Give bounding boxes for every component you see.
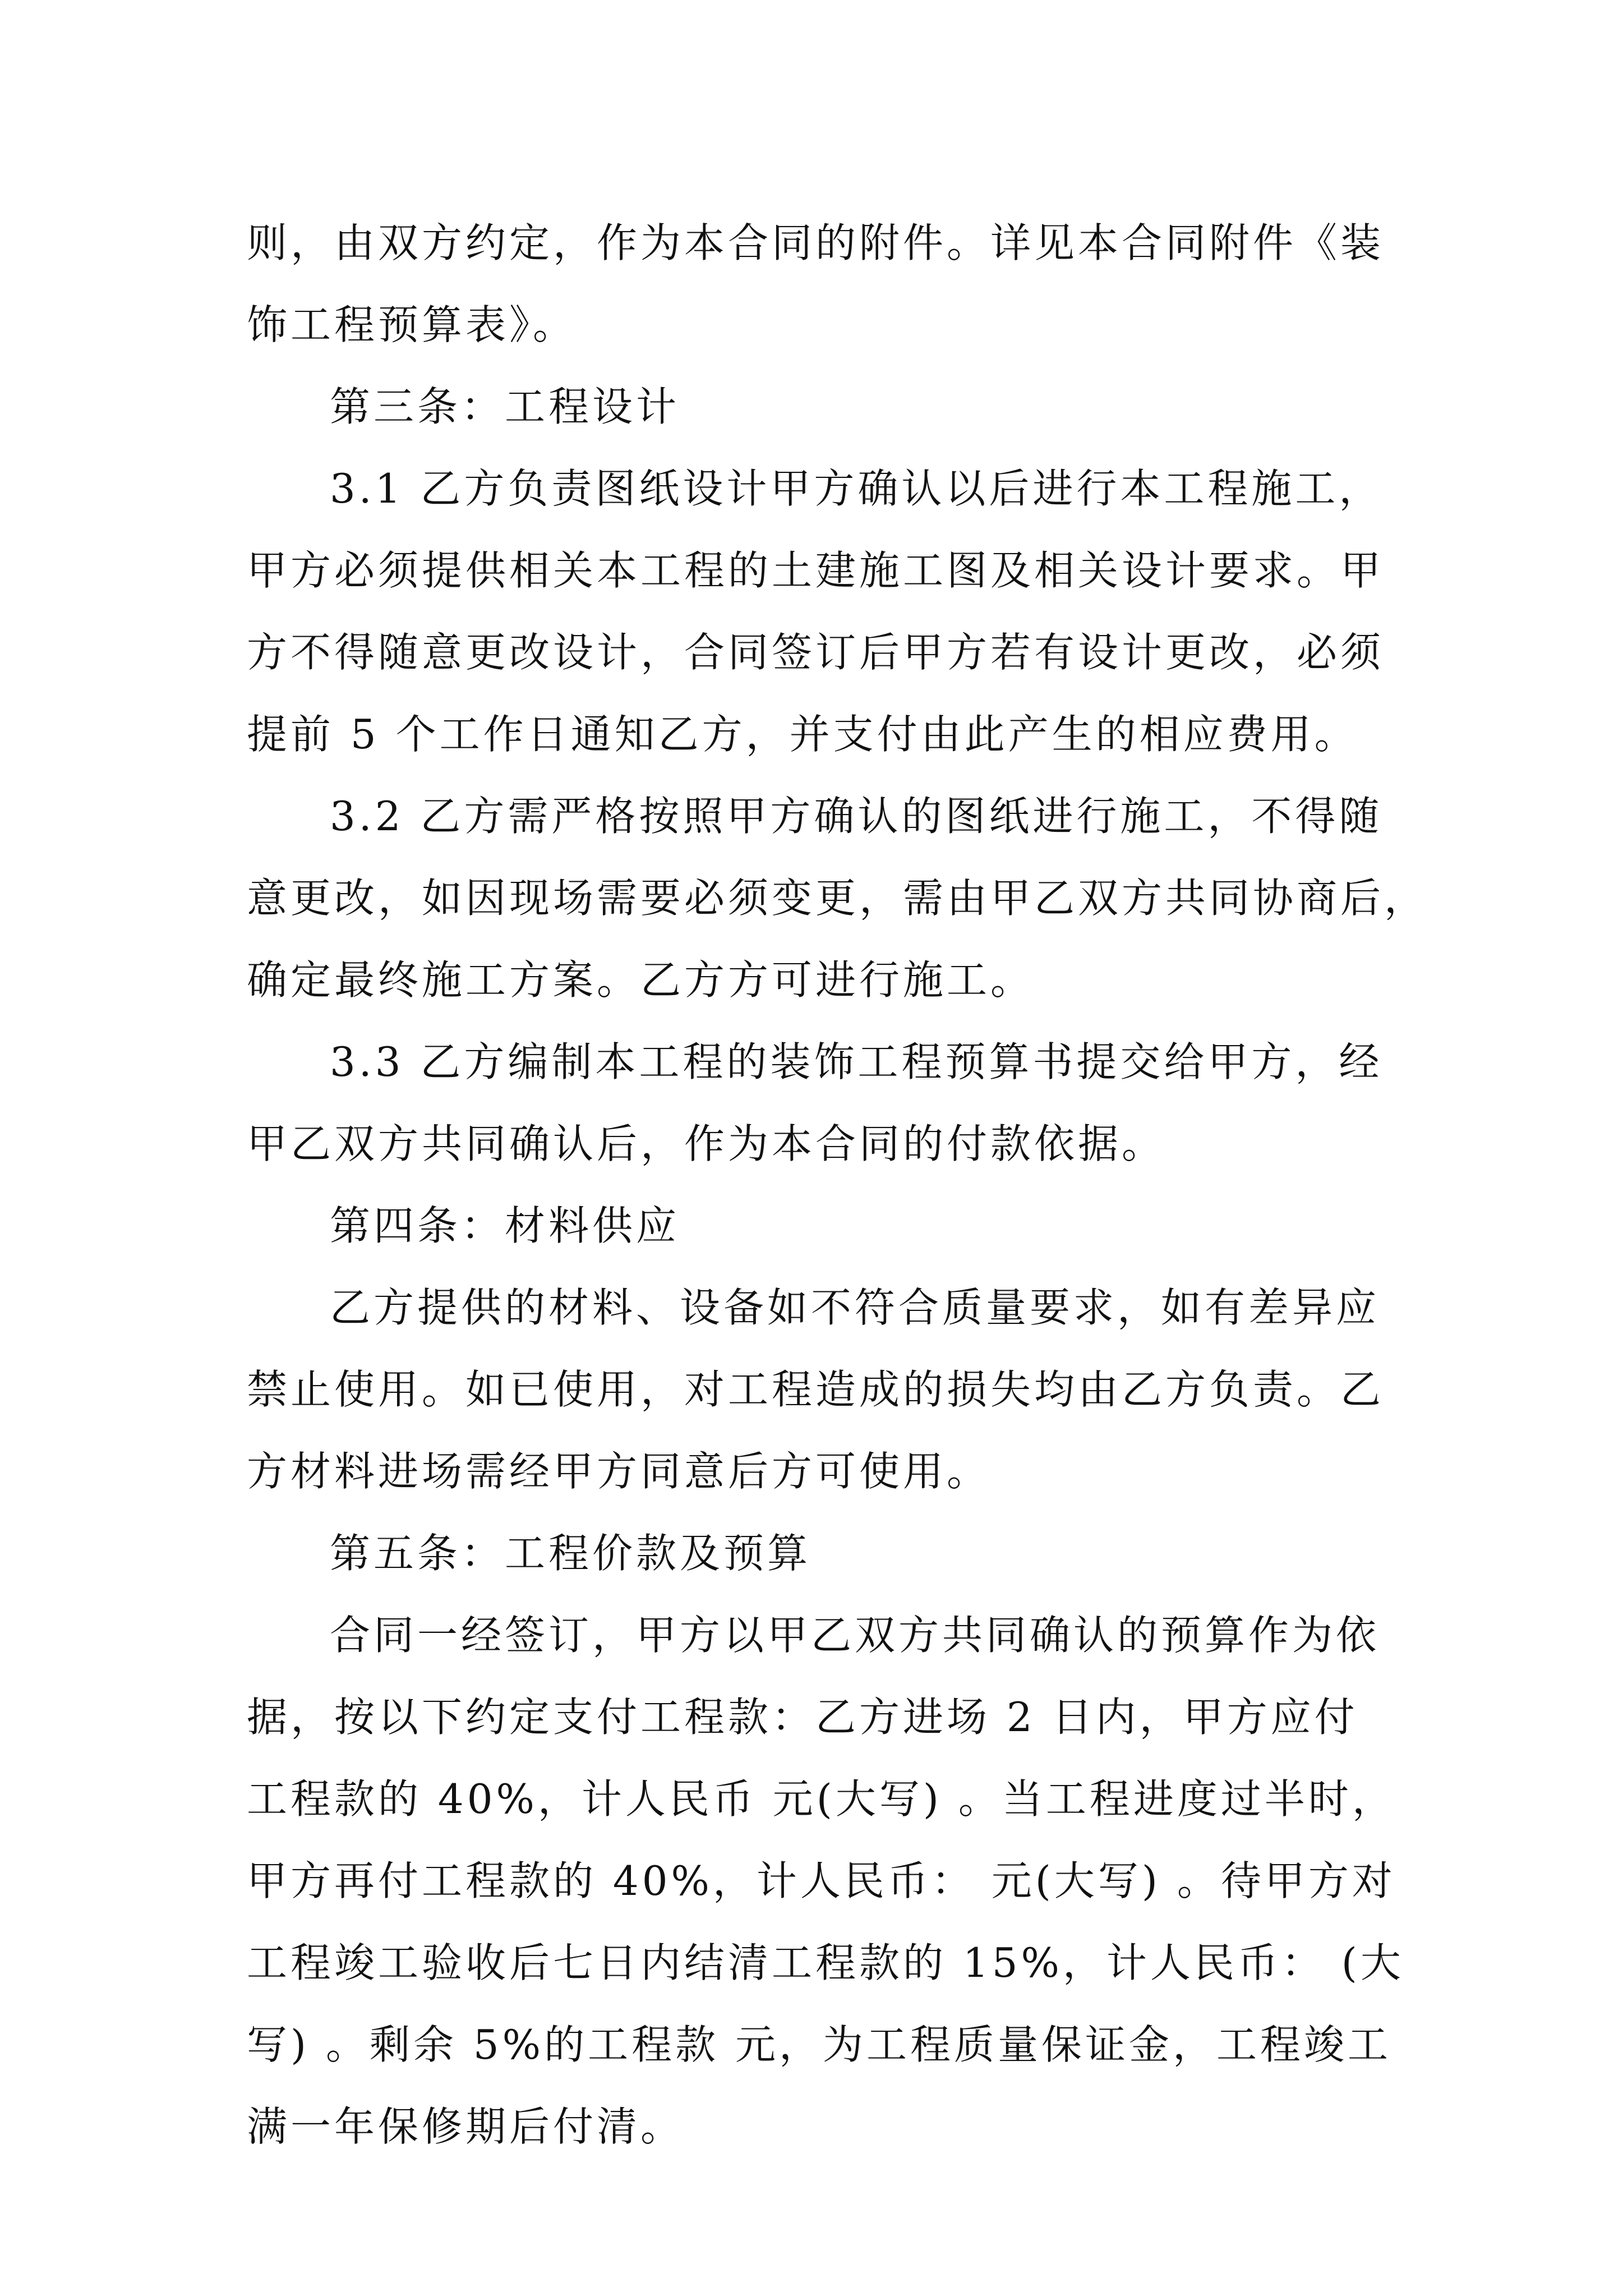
text-line-21: 甲方再付工程款的 40%，计人民币： 元(大写) 。待甲方对 <box>247 1857 1396 1904</box>
text-line-23: 写) 。剩余 5%的工程款 元，为工程质量保证金，工程竣工 <box>247 2021 1391 2068</box>
text-line-19: 据，按以下约定支付工程款：乙方进场 2 日内，甲方应付 <box>247 1694 1358 1741</box>
text-line-16: 方材料进场需经甲方同意后方可使用。 <box>247 1448 991 1495</box>
text-line-24: 满一年保修期后付清。 <box>247 2103 685 2150</box>
text-line-7: 提前 5 个工作日通知乙方，并支付由此产生的相应费用。 <box>247 711 1358 758</box>
section-heading-3: 第三条：工程设计 <box>330 383 680 430</box>
text-line-2: 饰工程预算表》。 <box>247 301 577 348</box>
clause-3-2: 3.2 乙方需严格按照甲方确认的图纸进行施工，不得随 <box>330 793 1383 840</box>
text-line-9: 意更改，如因现场需要必须变更，需由甲乙双方共同协商后， <box>247 875 1428 922</box>
paragraph-4: 乙方提供的材料、设备如不符合质量要求，如有差异应 <box>330 1284 1380 1331</box>
text-line-22: 工程竣工验收后七日内结清工程款的 15%，计人民币： (大 <box>247 1939 1404 1986</box>
text-line-15: 禁止使用。如已使用，对工程造成的损失均由乙方负责。乙 <box>247 1366 1385 1413</box>
paragraph-5: 合同一经签订，甲方以甲乙双方共同确认的预算作为依 <box>330 1612 1380 1659</box>
section-heading-5: 第五条：工程价款及预算 <box>330 1530 811 1577</box>
clause-3-1: 3.1 乙方负责图纸设计甲方确认以后进行本工程施工， <box>330 465 1383 512</box>
document-body <box>247 202 1428 2168</box>
text-line-6: 方不得随意更改设计，合同签订后甲方若有设计更改，必须 <box>247 629 1385 676</box>
text-line-12: 甲乙双方共同确认后，作为本合同的付款依据。 <box>247 1120 1166 1167</box>
clause-3-3: 3.3 乙方编制本工程的装饰工程预算书提交给甲方，经 <box>330 1038 1383 1085</box>
section-heading-4: 第四条：材料供应 <box>330 1202 680 1249</box>
text-line-10: 确定最终施工方案。乙方方可进行施工。 <box>247 956 1035 1004</box>
text-line-5: 甲方必须提供相关本工程的土建施工图及相关设计要求。甲 <box>247 547 1385 594</box>
text-line-20: 工程款的 40%，计人民币 元(大写) 。当工程进度过半时， <box>247 1775 1396 1823</box>
text-line-1: 则，由双方约定，作为本合同的附件。详见本合同附件《装 <box>247 219 1385 266</box>
